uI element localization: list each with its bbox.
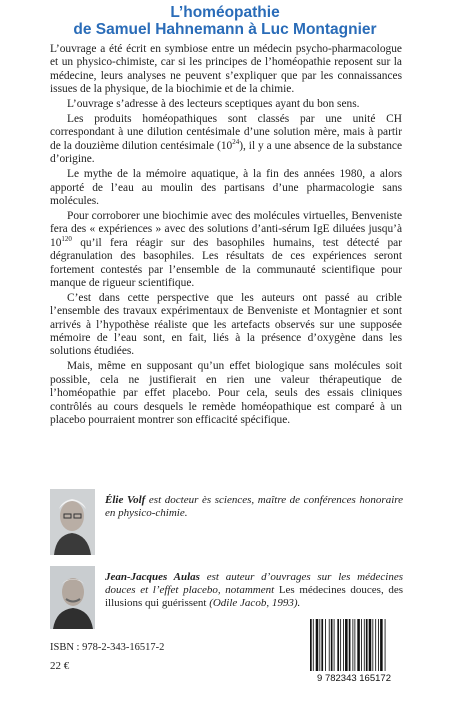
paragraph: L’ouvrage s’adresse à des lecteurs sceptiques ayant du bon sens.	[67, 98, 360, 111]
barcode-number: 9 782343 165172	[317, 673, 391, 683]
paragraph: Mais, même en supposant qu’un effet biologique sans molécules soit possible, cela ne justifierait en rien une valeur thérapeutique de l’homéopathie par effet placebo. Pour cela, seuls des essais cliniques contrôlés au cours desquels le remède homéopathique est comparé à un placebo pourraient montrer son efficacité spécifique.	[50, 360, 402, 426]
title-line-1: L’homéopathie	[170, 4, 280, 21]
paragraph: C’est dans cette perspective que les auteurs ont passé au crible l’ensemble des travaux expérimentaux de Benveniste et Montagnier et sont arrivés à l’hypothèse réaliste que les artefacts observés sur une supposée mémoire de l’eau sont, en fait, liés à la présence d’oxygène dans les solutions étudiées.	[50, 291, 402, 358]
author-name: Élie Volf	[105, 494, 146, 506]
author-name: Jean-Jacques Aulas	[105, 571, 200, 583]
publisher: (Odile Jacob, 1993).	[209, 597, 301, 609]
author-bio-2	[105, 571, 403, 610]
author-description: est auteur d’ouvrages sur les médecines douces et l’effet placebo, notamment	[105, 571, 403, 596]
author-bio-1	[105, 494, 403, 520]
barcode	[306, 617, 402, 683]
paragraph: L’ouvrage a été écrit en symbiose entre un médecin psycho-pharmacologue et un physico-chimiste, car si les principes de l’homéopathie reposent sur la médecine, leurs analyses ne peuvent s’expliquer que par les connaissances issues de la physique, de la biochimie et de la chimie.	[50, 43, 402, 96]
author-photo-jean-jacques-aulas	[50, 566, 95, 629]
price: 22 €	[50, 660, 70, 672]
isbn: ISBN : 978-2-343-16517-2	[50, 642, 165, 653]
author-description: est docteur ès sciences, maître de conférences honoraire en physico-chimie.	[105, 494, 404, 519]
paragraph: Pour corroborer une biochimie avec des molécules virtuelles, Benveniste fera des « expériences » avec des solutions d’anti-sérum IgE diluées jusqu’à $10^{120}$ qu’il fera réagir sur des basophiles humains, test détecté par dégranulation des basophiles. Les résultats de ces expériences seront fortement contestés par l’ensemble de la communauté scientifique pour manque de rigueur scientifique.	[50, 209, 402, 289]
barcode-bars	[310, 619, 386, 671]
paragraph: Les produits homéopathiques sont classés par une unité CH correspondant à une dilution centésimale d’une solution mère, mais à partir de la douzième dilution centésimale $(10^{24})$, il y a une absence de la substance d’origine.	[50, 113, 403, 166]
title-line-2: de Samuel Hahnemann à Luc Montagnier	[73, 21, 377, 38]
back-cover-text	[50, 43, 402, 429]
author-photo-elie-volf	[50, 489, 95, 555]
paragraph: Le mythe de la mémoire aquatique, à la fin des années 1980, a alors apporté de l’eau au moulin des partisans d’une pharmacologie sans molécules.	[50, 168, 402, 207]
book-title: Les médecines douces, des illusions qui guérissent	[105, 584, 404, 609]
